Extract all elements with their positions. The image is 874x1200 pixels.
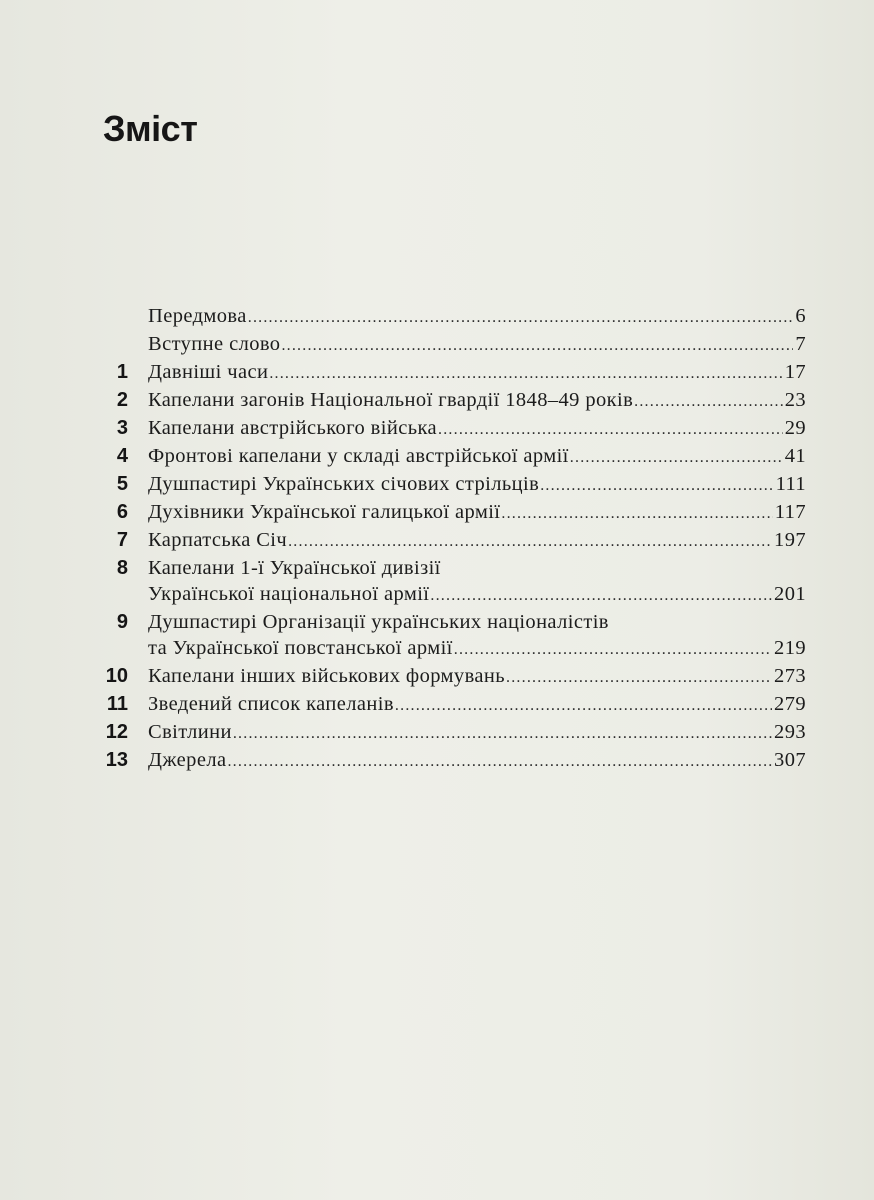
chapter-title: Джерела: [148, 749, 227, 771]
chapter-title: Передмова: [148, 305, 247, 327]
page-number: 219: [774, 637, 806, 659]
toc-entry-intro: [100, 331, 806, 359]
toc-entry-2: [100, 387, 806, 415]
dot-leader: [634, 389, 783, 415]
dot-leader: [288, 529, 772, 555]
toc-entry-10: [100, 663, 806, 691]
page-number: 23: [784, 389, 806, 411]
chapter-title: Вступне слово: [148, 333, 281, 355]
chapter-number: 5: [116, 473, 128, 495]
page-number: 307: [774, 749, 806, 771]
page-number: 273: [774, 665, 806, 687]
dot-leader: [395, 693, 772, 719]
page-number: 111: [775, 473, 806, 495]
chapter-number: 4: [116, 445, 128, 467]
dot-leader: [501, 501, 772, 527]
chapter-title: Капелани загонів Національної гвардії 1848–49 років: [148, 389, 634, 411]
page-number: 7: [795, 333, 806, 355]
chapter-number: 7: [116, 529, 128, 551]
toc-entry-6: [100, 499, 806, 527]
page-number: 279: [774, 693, 806, 715]
toc-entry-1: [100, 359, 806, 387]
chapter-title: Світлини: [148, 721, 232, 743]
dot-leader: [233, 721, 772, 747]
toc-entry-7: [100, 527, 806, 555]
chapter-title: Давніші часи: [148, 361, 269, 383]
dot-leader: [540, 473, 773, 499]
dot-leader: [430, 583, 772, 609]
toc-entry-13: [100, 747, 806, 775]
toc-entry-3: [100, 415, 806, 443]
page-number: 117: [774, 501, 806, 523]
chapter-number: 6: [116, 501, 128, 523]
page-number: 293: [774, 721, 806, 743]
chapter-title: Зведений список капеланів: [148, 693, 394, 715]
chapter-title: Духівники Української галицької армії: [148, 501, 501, 523]
chapter-title-line-2: та Української повстанської армії: [148, 637, 453, 659]
chapter-title-line-1: Душпастирі Організації українських націоналістів: [148, 611, 609, 633]
dot-leader: [570, 445, 783, 471]
chapter-title: Капелани австрійського війська: [148, 417, 438, 439]
chapter-number: 12: [105, 721, 128, 743]
page-title: Зміст: [103, 108, 198, 149]
page-number: 41: [784, 445, 806, 467]
toc-entry-preface: [100, 303, 806, 331]
toc-entry-9: [100, 609, 806, 663]
chapter-title: Фронтові капелани у складі австрійської армії: [148, 445, 569, 467]
chapter-title-line-2: Української національної армії: [148, 583, 430, 605]
toc-entry-4: [100, 443, 806, 471]
toc-entry-8: [100, 555, 806, 609]
page-number: 29: [784, 417, 806, 439]
chapter-number: 1: [116, 361, 128, 383]
dot-leader: [248, 305, 794, 331]
page-number: 17: [784, 361, 806, 383]
chapter-number: 10: [105, 665, 128, 687]
chapter-title: Карпатська Січ: [148, 529, 288, 551]
chapter-title: Душпастирі Українських січових стрільців: [148, 473, 540, 495]
table-of-contents: [100, 303, 806, 775]
dot-leader: [227, 749, 772, 775]
page-number: 201: [774, 583, 806, 605]
chapter-number: 9: [116, 611, 128, 633]
dot-leader: [269, 361, 782, 387]
page-number: 6: [795, 305, 806, 327]
dot-leader: [506, 665, 772, 691]
chapter-number: 2: [116, 389, 128, 411]
chapter-number: 3: [116, 417, 128, 439]
page-number: 197: [774, 529, 806, 551]
dot-leader: [454, 637, 772, 663]
chapter-number: 11: [106, 693, 128, 715]
toc-entry-12: [100, 719, 806, 747]
chapter-title: Капелани інших військових формувань: [148, 665, 506, 687]
chapter-title-line-1: Капелани 1-ї Української дивізії: [148, 557, 441, 579]
dot-leader: [281, 333, 793, 359]
dot-leader: [438, 417, 783, 443]
toc-entry-11: [100, 691, 806, 719]
chapter-number: 13: [105, 749, 128, 771]
chapter-number: 8: [116, 557, 128, 579]
toc-entry-5: [100, 471, 806, 499]
